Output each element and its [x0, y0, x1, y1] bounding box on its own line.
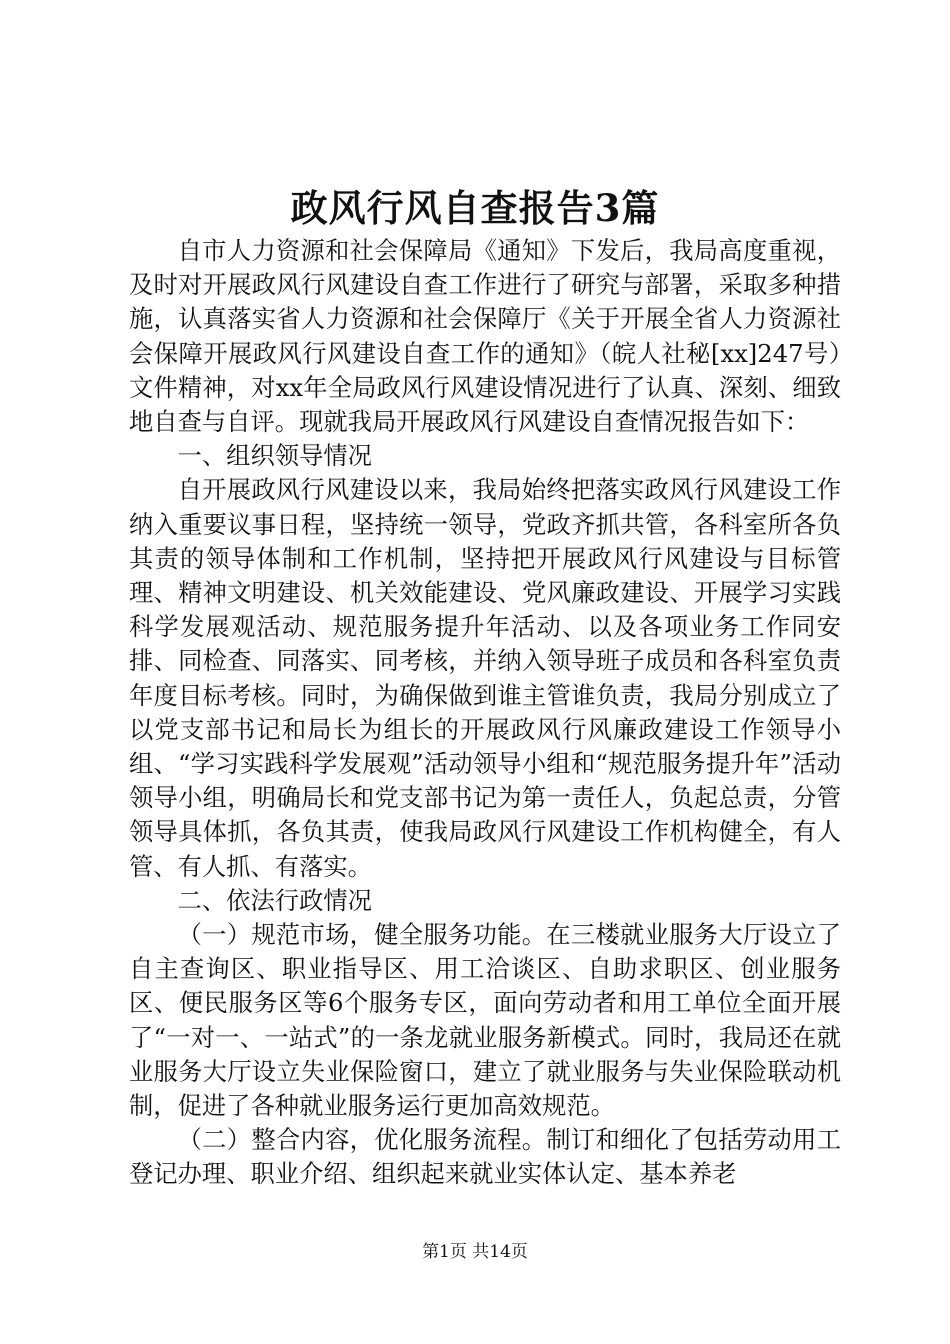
- paragraph-intro: 自市人力资源和社会保障局《通知》下发后，我局高度重视，及时对开展政风行风建设自查工作进行了研究与部署，采取多种措施，认真落实省人力资源和社会保障厅《关于开展全省人力资源社会保障开展政风行风建设自查工作的通知》（皖人社秘[xx]247号）文件精神，对xx年全局政风行风建设情况进行了认真、深刻、细致地自查与自评。现就我局开展政风行风建设自查情况报告如下：: [129, 236, 841, 437]
- paragraph-section-2-item-2: （二）整合内容，优化服务流程。制订和细化了包括劳动用工登记办理、职业介绍、组织起来就业实体认定、基本养老: [129, 1125, 841, 1189]
- paragraph-section-2-item-1: （一）规范市场，健全服务功能。在三楼就业服务大厅设立了自主查询区、职业指导区、用工洽谈区、自助求职区、创业服务区、便民服务区等6个服务专区，面向劳动者和用工单位全面开展了“一对一、一站式”的一条龙就业服务新模式。同时，我局还在就业服务大厅设立失业保险窗口，建立了就业服务与失业保险联动机制，促进了各种就业服务运行更加高效规范。: [129, 920, 841, 1121]
- document-body: [129, 234, 841, 1192]
- document-title: 政风行风自查报告3篇: [290, 186, 660, 230]
- heading-section-2: 二、依法行政情况: [177, 885, 372, 915]
- heading-section-1: 一、组织领导情况: [177, 441, 372, 471]
- page-footer: 第1页 共14页: [422, 1242, 528, 1262]
- paragraph-section-1: 自开展政风行风建设以来，我局始终把落实政风行风建设工作纳入重要议事日程，坚持统一领导，党政齐抓共管，各科室所各负其责的领导体制和工作机制，坚持把开展政风行风建设与目标管理、精神文明建设、机关效能建设、党风廉政建设、开展学习实践科学发展观活动、规范服务提升年活动、以及各项业务工作同安排、同检查、同落实、同考核，并纳入领导班子成员和各科室负责年度目标考核。同时，为确保做到谁主管谁负责，我局分别成立了以党支部书记和局长为组长的开展政风行风廉政建设工作领导小组、“学习实践科学发展观”活动领导小组和“规范服务提升年”活动领导小组，明确局长和党支部书记为第一责任人，负起总责，分管领导具体抓，各负其责，使我局政风行风建设工作机构健全，有人管、有人抓、有落实。: [129, 475, 841, 881]
